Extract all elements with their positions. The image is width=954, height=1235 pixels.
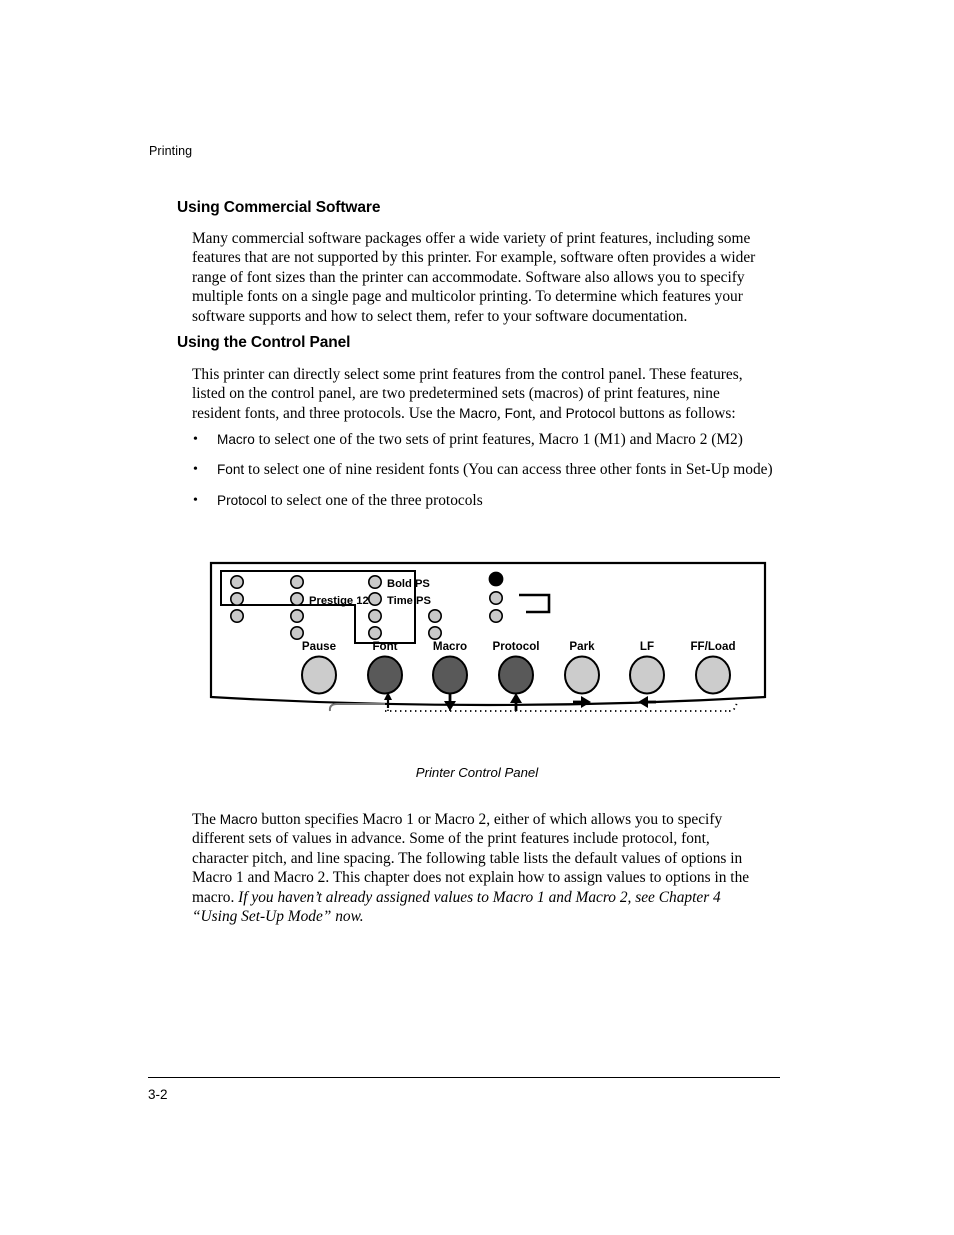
list-item — [192, 430, 782, 449]
closing-text-italic-note: If you haven’t already assigned values to Macro 1 and Macro 2, see Chapter 4 “Using Set-Up Mode” now. — [192, 888, 721, 926]
inline-separator-2: , and — [531, 404, 566, 422]
figure-printer-control-panel — [209, 561, 767, 721]
footer-divider — [148, 1077, 780, 1078]
heading-using-the-control-panel: Using the Control Panel — [177, 334, 351, 351]
connector-hook — [330, 704, 385, 711]
panel-button-lf[interactable] — [630, 657, 664, 694]
bullet-text: to select one of the three protocols — [266, 491, 483, 509]
connector-rail-end — [729, 701, 737, 711]
led-indicator-macro-2 — [429, 627, 441, 639]
footer-page-number: 3-2 — [148, 1087, 168, 1102]
inline-separator-1: , — [496, 404, 505, 422]
inline-button-name-macro: Macro — [459, 405, 497, 421]
figure-button-label-font: Font — [372, 640, 398, 653]
led-indicator-macro-1 — [429, 610, 441, 622]
led-indicator — [369, 627, 381, 639]
bullet-marker-icon: • — [193, 462, 198, 478]
figure-button-label-protocol: Protocol — [492, 640, 540, 653]
running-head: Printing — [149, 144, 193, 158]
heading-using-commercial-software: Using Commercial Software — [177, 199, 381, 216]
led-label-bold-ps: Bold PS — [387, 578, 430, 590]
bullet-marker-icon: • — [193, 492, 198, 508]
inline-button-name-font: Font — [504, 405, 532, 421]
list-item — [192, 491, 782, 510]
led-indicator — [231, 610, 243, 622]
bullet-marker-icon: • — [193, 432, 198, 447]
panel-button-macro[interactable] — [433, 657, 467, 694]
inline-button-name-macro-2: Macro — [219, 812, 258, 827]
bullet-button-name: Font — [217, 462, 245, 478]
figure-button-label-macro: Macro — [432, 640, 468, 653]
paragraph-control-panel-text-tail: buttons as follows: — [615, 404, 736, 422]
control-panel-bullet-list — [192, 430, 782, 521]
paragraph-macro-button — [192, 810, 754, 926]
closing-text-body: button specifies Macro 1 or Macro 2, either of which allows you to specify different sets of values in advance. Some of the print features include protocol, font, character pitch, and line spacing. The following table lists the default values of options in Macro 1 and Macro 2. This chapter does not explain how to assign values to options in the macro. — [192, 811, 750, 906]
paragraph-commercial-software: Many commercial software packages offer a wide variety of print features, including some features that are not supported by this printer. For example, software often provides a wider range of font sizes than the printer can accommodate. Software also allows you to specify multiple fonts on a single page and multicolor printing. To determine which features your software supports and how to select them, refer to your software documentation. — [192, 230, 756, 325]
figure-caption: Printer Control Panel — [415, 765, 539, 780]
bullet-button-name: Protocol — [217, 492, 267, 508]
bullet-text: to select one of the two sets of print features, Macro 1 (M1) and Macro 2 (M2) — [254, 431, 743, 448]
led-indicator — [231, 576, 243, 588]
panel-button-protocol[interactable] — [499, 657, 533, 694]
panel-button-pause[interactable] — [302, 657, 336, 694]
led-label-time-ps: Time PS — [387, 595, 431, 607]
figure-button-label-pause: Pause — [301, 640, 337, 653]
closing-text-lead: The — [192, 811, 220, 828]
panel-button-font[interactable] — [368, 657, 402, 694]
led-indicator — [291, 576, 303, 588]
paragraph-control-panel-text-lead: This printer can directly select some print features from the control panel. These features, listed on the control panel, are two predetermined sets (macros) of print features, nine resident fonts, and three protocols. Use the — [192, 366, 743, 422]
led-indicator — [369, 610, 381, 622]
inline-button-name-protocol: Protocol — [565, 405, 616, 421]
led-indicator — [291, 610, 303, 622]
led-indicator — [231, 593, 243, 605]
led-label-prestige-12: Prestige 12 — [309, 595, 369, 607]
panel-button-ffload[interactable] — [696, 657, 730, 694]
figure-button-label-ffload: FF/Load — [690, 640, 736, 653]
panel-button-park[interactable] — [565, 657, 599, 694]
led-indicator-time-ps — [369, 593, 381, 605]
figure-button-label-lf: LF — [639, 640, 655, 653]
bullet-text: to select one of nine resident fonts (You can access three other fonts in Set-Up mode) — [244, 461, 773, 479]
list-item — [192, 460, 782, 479]
led-indicator — [291, 627, 303, 639]
led-indicator-prestige-12 — [291, 593, 303, 605]
led-indicator-protocol — [490, 592, 502, 604]
paragraph-control-panel — [192, 365, 770, 423]
bullet-button-name: Macro — [217, 432, 255, 447]
led-indicator-protocol-active — [489, 572, 502, 585]
led-indicator-bold-ps — [369, 576, 381, 588]
figure-button-label-park: Park — [569, 640, 595, 653]
led-indicator-protocol — [490, 610, 502, 622]
